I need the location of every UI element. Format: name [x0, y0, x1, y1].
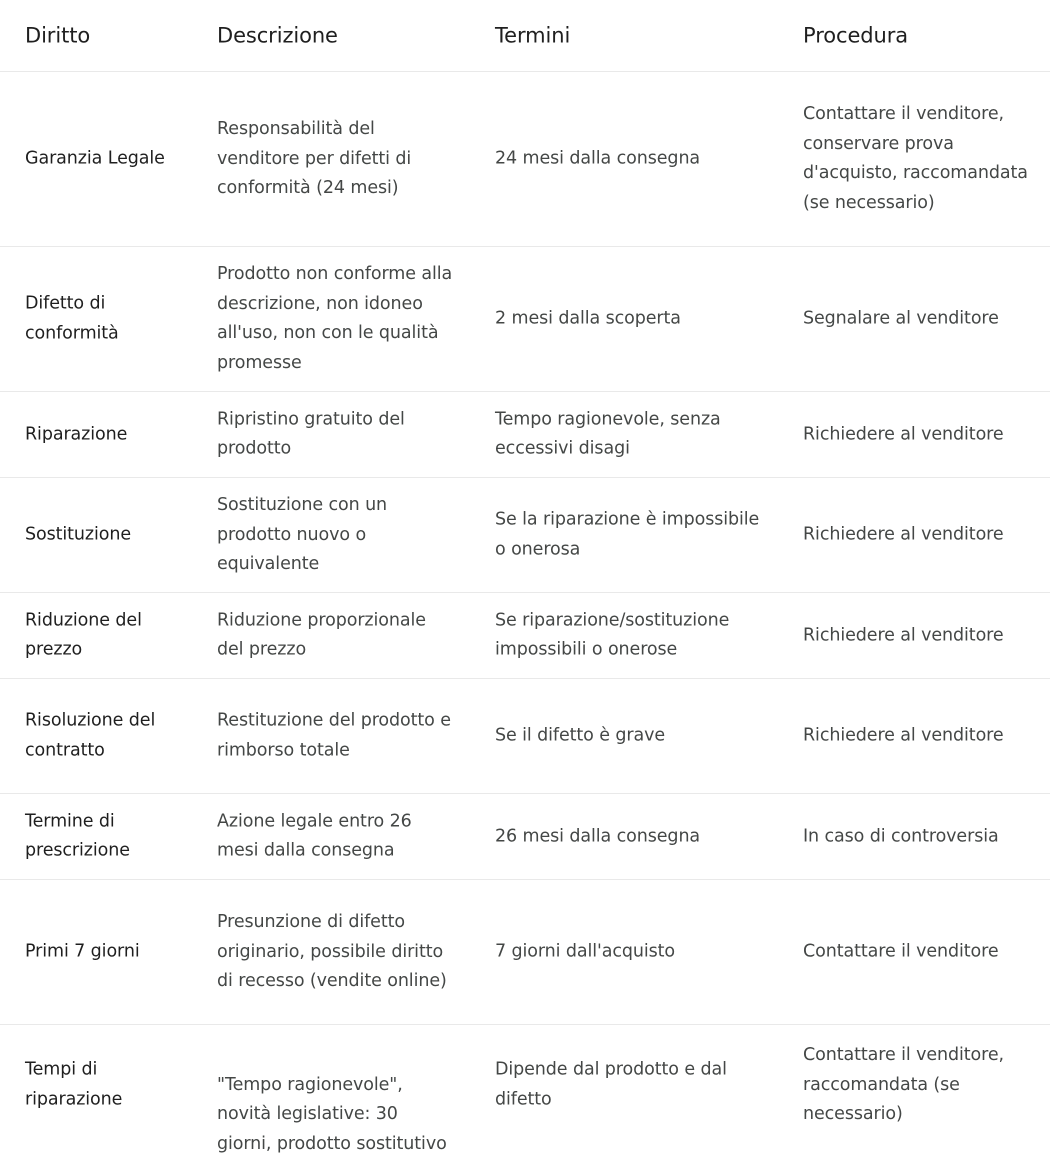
- cell-descrizione: "Tempo ragionevole", novità legislative: 30 giorni, prodotto sostitutivo: [217, 1071, 457, 1159]
- table-header: [0, 0, 1050, 72]
- cell-descrizione: Riduzione proporzionale del prezzo: [217, 606, 457, 665]
- cell-procedura: Contattare il venditore, raccomandata (se necessario): [803, 1041, 1043, 1130]
- cell-termini: 7 giorni dall'acquisto: [495, 937, 770, 967]
- header-descrizione: Descrizione: [217, 21, 457, 51]
- table-row: [0, 794, 1050, 880]
- cell-procedura: Richiedere al venditore: [803, 721, 1043, 751]
- cell-diritto: Primi 7 giorni: [25, 937, 185, 967]
- cell-diritto: Riduzione del prezzo: [25, 606, 185, 665]
- cell-procedura: Richiedere al venditore: [803, 621, 1043, 651]
- table-row: [0, 478, 1050, 593]
- header-termini: Termini: [495, 21, 770, 51]
- cell-descrizione: Presunzione di difetto originario, possibile diritto di recesso (vendite online): [217, 908, 457, 997]
- cell-descrizione: Sostituzione con un prodotto nuovo o equivalente: [217, 491, 457, 580]
- cell-diritto: Tempi di riparazione: [25, 1056, 185, 1115]
- cell-descrizione: Azione legale entro 26 mesi dalla consegna: [217, 807, 457, 866]
- cell-termini: Dipende dal prodotto e dal difetto: [495, 1056, 770, 1115]
- cell-procedura: Richiedere al venditore: [803, 420, 1043, 450]
- cell-descrizione: Restituzione del prodotto e rimborso totale: [217, 707, 457, 766]
- cell-descrizione: Ripristino gratuito del prodotto: [217, 405, 457, 464]
- cell-termini: 26 mesi dalla consegna: [495, 822, 770, 852]
- cell-termini: Se il difetto è grave: [495, 721, 770, 751]
- header-diritto: Diritto: [25, 21, 185, 51]
- cell-diritto: Riparazione: [25, 420, 185, 450]
- table-row: [0, 880, 1050, 1025]
- cell-descrizione: Responsabilità del venditore per difetti di conformità (24 mesi): [217, 115, 457, 204]
- cell-termini: Se la riparazione è impossibile o onerosa: [495, 506, 770, 565]
- cell-termini: Tempo ragionevole, senza eccessivi disagi: [495, 405, 770, 464]
- table-row: [0, 1025, 1050, 1145]
- cell-termini: Se riparazione/sostituzione impossibili o onerose: [495, 606, 770, 665]
- cell-diritto: Garanzia Legale: [25, 144, 185, 174]
- cell-procedura: Segnalare al venditore: [803, 304, 1043, 334]
- cell-descrizione: Prodotto non conforme alla descrizione, non idoneo all'uso, non con le qualità promesse: [217, 260, 457, 378]
- table-row: [0, 72, 1050, 247]
- table-row: [0, 392, 1050, 478]
- cell-procedura: Contattare il venditore, conservare prova d'acquisto, raccomandata (se necessario): [803, 100, 1043, 218]
- cell-procedura: Contattare il venditore: [803, 937, 1043, 967]
- cell-termini: 2 mesi dalla scoperta: [495, 304, 770, 334]
- table-row: [0, 679, 1050, 794]
- cell-diritto: Termine di prescrizione: [25, 807, 185, 866]
- table-row: [0, 247, 1050, 392]
- cell-termini: 24 mesi dalla consegna: [495, 144, 770, 174]
- cell-procedura: In caso di controversia: [803, 822, 1043, 852]
- cell-diritto: Sostituzione: [25, 520, 185, 550]
- table-row: [0, 593, 1050, 679]
- cell-diritto: Difetto di conformità: [25, 290, 185, 349]
- cell-procedura: Richiedere al venditore: [803, 520, 1043, 550]
- header-procedura: Procedura: [803, 21, 1043, 51]
- cell-diritto: Risoluzione del contratto: [25, 707, 185, 766]
